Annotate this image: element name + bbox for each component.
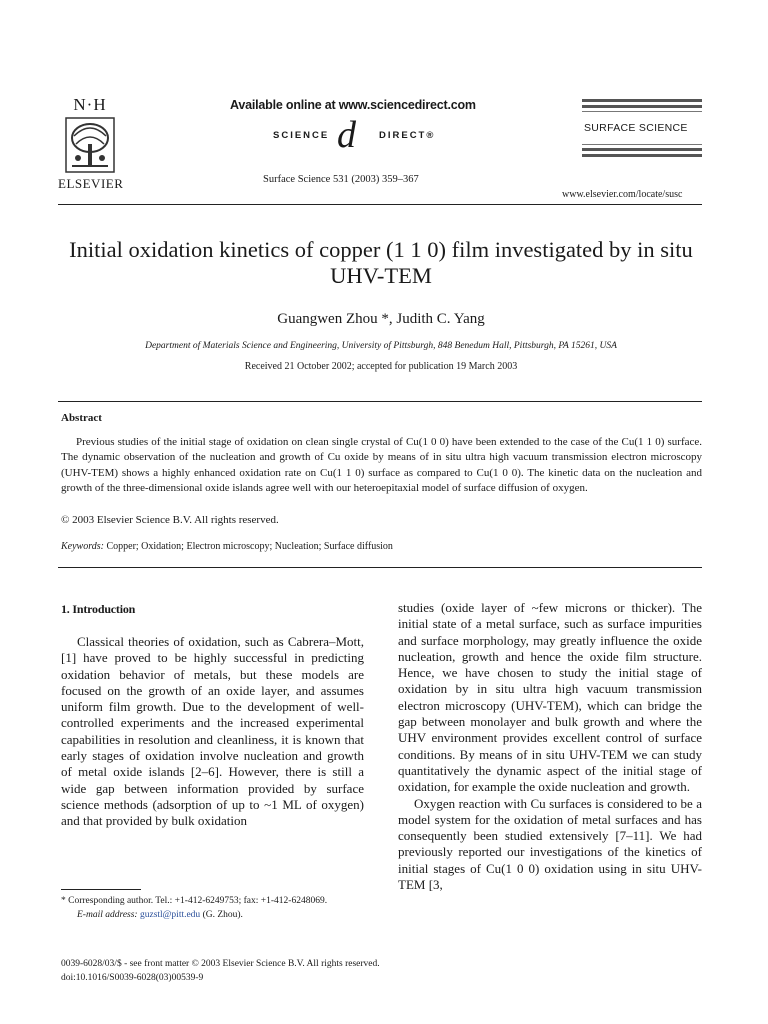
- abstract-heading: Abstract: [61, 412, 102, 424]
- keywords-label: Keywords:: [61, 541, 104, 552]
- author-affiliation: Department of Materials Science and Engineering, University of Pittsburgh, 848 Benedum Hall, Pittsburgh, PA 15261, USA: [145, 341, 617, 351]
- sciencedirect-logo: [273, 114, 459, 158]
- abstract-divider-top: [58, 401, 702, 402]
- keywords-list: Copper; Oxidation; Electron microscopy; Nucleation; Surface diffusion: [106, 541, 393, 552]
- publisher-name: ELSEVIER: [58, 176, 124, 191]
- email-label: E-mail address:: [77, 910, 138, 920]
- body-column-right: [398, 600, 702, 893]
- body-column-left: [61, 634, 364, 830]
- journal-url-link[interactable]: www.elsevier.com/locate/susc: [562, 189, 683, 200]
- sd-right-word: DIRECT®: [379, 130, 436, 141]
- sd-left-word: SCIENCE: [273, 130, 330, 141]
- author-email-link[interactable]: guzstl@pitt.edu: [139, 910, 201, 920]
- footnote: [61, 894, 364, 922]
- intro-paragraph-1-continued: studies (oxide layer of ~few microns or thicker). The initial state of a metal surface, such as surface impurities and surface morphology, may greatly influence the oxide nucleation, growth and hence the oxide film structure. Hence, we have chosen to study the initial stage of oxidation by in situ ultra high vacuum transmission electron microscopy (UHV-TEM), which can bridge the gap between monolayer and bulk growth and where the UHV environment provides excellent control of surface conditions. By means of in situ UHV-TEM we can study quantitatively the dynamic aspect of the initial stage of oxidation, for example the oxide nucleation and growth.: [398, 600, 702, 795]
- page-footer: [61, 957, 380, 985]
- journal-name: SURFACE SCIENCE: [584, 122, 688, 134]
- article-title: Initial oxidation kinetics of copper (1 1 0) film investigated by in situ UHV-TEM: [69, 237, 693, 288]
- issn-line: 0039-6028/03/$ - see front matter © 2003 Elsevier Science B.V. All rights reserved.: [61, 959, 380, 969]
- doi-line: doi:10.1016/S0039-6028(03)00539-9: [61, 973, 204, 983]
- abstract-divider-bottom: [58, 567, 702, 568]
- abstract-text: Previous studies of the initial stage of oxidation on clean single crystal of Cu(1 0 0) have been extended to the case of the Cu(1 1 0) surface. The dynamic observation of the nucleation and growth of Cu oxide by means of in situ ultra high vacuum transmission electron microscopy (UHV-TEM) shows a highly enhanced oxidation rate on Cu(1 1 0) surface as compared to Cu(1 0 0). The kinetic data on the nucleation and growth of the three-dimensional oxide islands agree well with our heteroepitaxial model of surface diffusion of oxygen.: [61, 436, 702, 494]
- sd-at-glyph: d: [337, 114, 356, 156]
- journal-masthead: [582, 99, 702, 160]
- keywords-line: [61, 541, 393, 552]
- intro-paragraph-2: Oxygen reaction with Cu surfaces is considered to be a model system for the oxidation of metal surfaces and has consequently been studied extensively [7–11]. We had previously reported our investigations of the kinetics of initial stages of Cu(1 0 0) oxidation using in situ UHV-TEM [3,: [398, 795, 702, 893]
- available-online: Available online at www.sciencedirect.com: [230, 98, 476, 112]
- intro-paragraph-1: Classical theories of oxidation, such as Cabrera–Mott, [1] have proved to be highly successful in predicting oxidation behavior of metals, but these models are focused on the growth of an oxide layer, and assumes uniform film growth. Due to the development of well-controlled experiments and the increased experimental capabilities in resolution and cleanliness, it is known that early stages of oxidation involve nucleation and growth of metal oxide islands [2–6]. However, there is still a wide gap between information provided by surface science methods (adsorption of up to ~1 ML of oxygen) and that provided by bulk oxidation: [61, 634, 364, 829]
- publisher-mark: N·H: [73, 95, 107, 114]
- email-suffix: (G. Zhou).: [202, 910, 243, 920]
- footnote-divider: [61, 889, 141, 890]
- journal-citation: Surface Science 531 (2003) 359–367: [263, 174, 419, 185]
- abstract-copyright: © 2003 Elsevier Science B.V. All rights reserved.: [61, 514, 279, 526]
- received-dates: Received 21 October 2002; accepted for publication 19 March 2003: [244, 361, 518, 372]
- section-heading-introduction: 1. Introduction: [61, 602, 136, 616]
- corresponding-author-note: * Corresponding author. Tel.: +1-412-6249753; fax: +1-412-6248069.: [61, 896, 328, 906]
- publisher-logo: [58, 96, 122, 192]
- elsevier-tree-icon: [64, 116, 116, 174]
- article-authors: Guangwen Zhou *, Judith C. Yang: [277, 311, 485, 327]
- header-divider: [58, 204, 702, 205]
